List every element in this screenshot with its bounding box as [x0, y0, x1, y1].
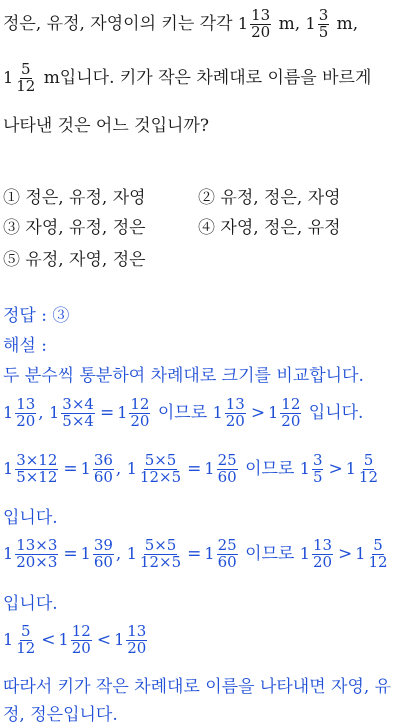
step-2: 1 $\frac{3\times 12}{5\times 12}$ = 1 $\frac{36}{60}$ , 1 $\frac{5\times 5}{12\times 5}$ = 1 $\frac{25}{60}$ 이므로 1 $\frac{3}{5}$ > 1 $\frac{5}{12}$: [3, 451, 379, 486]
step-3: 1 $\frac{13\times 3}{20\times 3}$ = 1 $\frac{39}{60}$ , 1 $\frac{5\times 5}{12\times 5}$ = 1 $\frac{25}{60}$ 이므로 1 $\frac{13}{20}$ > 1 $\frac{5}{12}$: [3, 536, 388, 571]
option-3[interactable]: ③ 자영, 유정, 정은: [3, 218, 146, 238]
height-yujeong: $\frac{3}{5}$: [318, 6, 329, 41]
conclusion-line-1: 따라서 키가 작은 차례대로 이름을 나타내면 자영, 유: [3, 677, 392, 697]
option-1[interactable]: ① 정은, 유정, 자영: [3, 188, 146, 208]
step-3-ending: 입니다.: [3, 594, 58, 614]
height-jeongeun: $\frac{13}{20}$: [251, 6, 271, 41]
question-line-1: 정은, 유정, 자영이의 키는 각각 1 $\frac{13}{20}$ m, 1 $\frac{3}{5}$ m,: [3, 6, 359, 41]
ordering: 1 $\frac{5}{12}$ < 1 $\frac{12}{20}$ < 1 $\frac{13}{20}$: [3, 622, 147, 657]
question-line-3: 나타낸 것은 어느 것입니까?: [3, 116, 209, 136]
option-5[interactable]: ⑤ 유정, 자영, 정은: [3, 250, 146, 270]
option-2[interactable]: ② 유정, 정은, 자영: [198, 188, 341, 208]
explanation-label: 해설 :: [3, 336, 47, 356]
explanation-intro: 두 분수씩 통분하여 차례대로 크기를 비교합니다.: [3, 366, 364, 386]
conclusion-line-2: 정, 정은입니다.: [3, 705, 118, 725]
question-line-2: 1 $\frac{5}{12}$ m입니다. 키가 작은 차례대로 이름을 바르게: [3, 60, 372, 95]
step-2-ending: 입니다.: [3, 508, 58, 528]
option-4[interactable]: ④ 자영, 정은, 유정: [198, 218, 341, 238]
height-jayeong: $\frac{5}{12}$: [16, 60, 36, 95]
step-1: 1 $\frac{13}{20}$ , 1 $\frac{3\times 4}{5\times 4}$ = 1 $\frac{12}{20}$ 이므로 1 $\frac{13}{20}$ > 1 $\frac{12}{20}$ 입니다.: [3, 395, 364, 430]
answer: 정답 : ③: [3, 306, 70, 326]
